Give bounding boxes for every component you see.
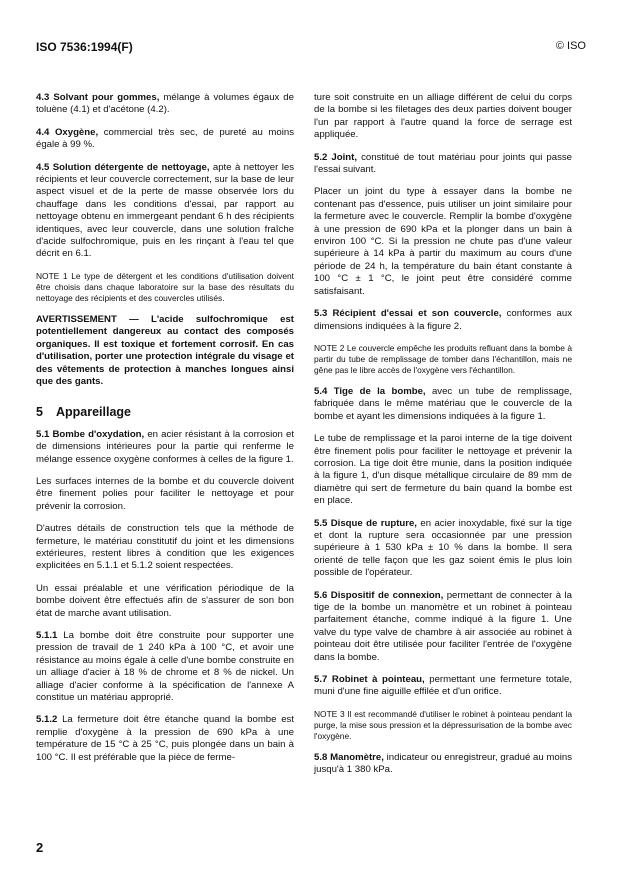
paragraph-continuation: ture soit construite en un alliage différent de celui du corps de la bombe si les filetages des deux parties doivent bouger l'un par rapport à l'autre quand la force de serrage est appliquée. (314, 92, 572, 141)
paragraph-essai: Un essai préalable et une vérification périodique de la bombe doivent être effectués afin de s'assurer de son bon état de marche avant utilisation. (36, 582, 294, 619)
clause-5-4 (314, 386, 572, 423)
clause-text: conformes aux dimensions indiquées à la figure 2. (314, 308, 573, 332)
clause-heading: Dispositif de connexion, (330, 589, 444, 601)
paragraph-tube: Le tube de remplissage et la paroi interne de la tige doivent être finement polis pour faciliter le nettoyage et prévenir la corrosion. La tige doit être munie, dans la position indiquée à la figure 1, d'un disque métallique circulaire de 89 mm de diamètre qui sert de fermeture du bain quand la bombe est en place. (314, 433, 572, 507)
warning-paragraph: AVERTISSEMENT — L'acide sulfochromique est potentiellement dangereux au contact des composés organiques. Il est toxique et fortement corrosif. En cas d'utilisation, porter une protection intégrale du visage et des vêtements de protection à manches longues ainsi que des gants. (36, 313, 294, 387)
clause-heading: Disque de rupture, (330, 517, 417, 529)
clause-heading: Solvant pour gommes, (53, 92, 160, 103)
standard-reference: ISO 7536:1994(F) (36, 40, 133, 54)
clause-number: 5.4 (314, 385, 328, 397)
section-5-title (36, 406, 294, 418)
clause-heading: Solution détergente de nettoyage, (52, 161, 210, 173)
clause-text: apte à nettoyer les récipients et leur couvercle correctement, sur la base de leur aspect visuel et de la perte de masse observée lors du chauffage dans les conditions d'essai, par rapport au nettoyage obtenu en immergeant pendant 6 h des récipients identiques, avec leur couvercle, dans une solution fraîche d'acide sulfochromique, puis en les rinçant à l'eau tel que décrit en 6.1. (36, 161, 294, 260)
page-number: 2 (36, 840, 44, 855)
clause-number: 5.8 (314, 751, 328, 763)
clause-text: en acier résistant à la corrosion et de dimensions intérieures pour la partie qui renferme le mélange essence oxygène conformes à celles de la figure 1. (36, 428, 295, 465)
clause-heading: Oxygène, (54, 126, 99, 138)
clause-heading: Récipient d'essai et son couvercle, (332, 308, 502, 320)
clause-number: 5.3 (314, 308, 328, 320)
section-heading: Appareillage (55, 405, 131, 420)
clause-heading: Tige de la bombe, (333, 385, 426, 397)
clause-heading: Manomètre, (330, 751, 384, 763)
clause-number: 4.4 (36, 126, 50, 138)
right-column (314, 92, 572, 787)
clause-text: constitué de tout matériau pour joints qui passe l'essai suivant. (314, 151, 572, 176)
clause-5-1 (36, 429, 294, 466)
clause-4-4 (36, 127, 294, 152)
clause-heading: Joint, (331, 151, 358, 163)
clause-text: La bombe doit être construite pour supporter une pression de travail de 1 240 kPa à 100 °C, et avoir une résistance au moins égale à celle d'une bombe construite en un alliage d'acier à 18 % de chrome et 8 % de nickel. Un alliage d'acier conforme à la spécification de l'annexe A constitue un matériau approprié. (36, 630, 294, 704)
clause-text: mélange à volumes égaux de toluène (4.1) et d'acétone (4.2). (36, 92, 294, 116)
clause-number: 4.3 (36, 92, 50, 103)
clause-text: en acier inoxydable, fixé sur la tige et dont la rupture sera occasionnée par une pression supérieure à 1 530 kPa ± 10 % dans la bombe. Il sera orienté de telle façon que les gaz soient émis le plus loin possible de l'opérateur. (314, 517, 572, 579)
clause-number: 5.1.1 (36, 630, 58, 641)
clause-number: 5.1.2 (36, 714, 58, 726)
clause-text: indicateur ou enregistreur, gradué au moins jusqu'à 1 380 kPa. (314, 751, 573, 776)
paragraph-details: D'autres détails de construction tels que la méthode de fermeture, le matériau constitutif du joint et les dimensions extérieures, restent libres à condition que les exigences explicitées en 5.1.1 et 5.1.2 soient respectées. (36, 523, 294, 572)
clause-number: 5.6 (314, 589, 328, 601)
paragraph-surfaces: Les surfaces internes de la bombe et du couvercle doivent être finement polies pour faciliter le nettoyage et pour prévenir la corrosion. (36, 475, 294, 512)
clause-5-3 (314, 308, 572, 333)
clause-5-1-2 (36, 714, 294, 764)
clause-5-7 (314, 674, 572, 699)
note-3: NOTE 3 Il est recommandé d'utiliser le robinet à pointeau pendant la purge, la mise sous pression et la dépressurisation de la bombe avec l'oxygène. (314, 708, 572, 741)
clause-text: commercial très sec, de pureté au moins égale à 99 %. (36, 126, 294, 151)
clause-5-5 (314, 518, 572, 580)
clause-number: 4.5 (36, 161, 50, 173)
clause-text: permettant de connecter à la tige de la bombe un manomètre et un robinet à pointeau parfaitement étanche, comme indiqué à la figure 1. Une valve du type valve de chambre à air associée au robinet à pointeau doit être utilisée pour faciliter l'entrée de l'oxygène dans la bombe. (314, 589, 572, 663)
clause-5-1-1 (36, 630, 294, 704)
note-2: NOTE 2 Le couvercle empêche les produits refluant dans la bombe à partir du tube de remplissage de tomber dans l'échantillon, mais ne gêne pas le libre accès de l'oxygène vers l'échantillon. (314, 342, 572, 375)
clause-4-3 (36, 92, 294, 117)
clause-number: 5.5 (314, 517, 328, 529)
clause-number: 5.1 (36, 428, 50, 440)
clause-text: permettant une fermeture totale, muni d'une fine aiguille effilée et d'un orifice. (314, 674, 572, 698)
clause-number: 5.2 (314, 151, 328, 163)
clause-5-2 (314, 152, 572, 177)
clause-text: La fermeture doit être étanche quand la bombe est remplie d'oxygène à la pression de 690 kPa à une température de 15 °C à 25 °C, puis plongée dans un bain à 100 °C. Il est préférable que la pièce de ferme- (36, 714, 295, 763)
note-1: NOTE 1 Le type de détergent et les conditions d'utilisation doivent être choisis dans chaque laboratoire sur la base des résultats du nettoyage des récipients et des couvercles utilisés. (36, 270, 294, 303)
clause-text: avec un tube de remplissage, fabriquée dans le même matériau que le couvercle de la bombe et ayant les dimensions indiquées à la figure 1. (314, 385, 573, 422)
section-number: 5 (36, 405, 43, 420)
clause-4-5 (36, 162, 294, 261)
clause-heading: Bombe d'oxydation, (52, 428, 145, 440)
paragraph-joint-test: Placer un joint du type à essayer dans la bombe ne contenant pas d'essence, puis utiliser un joint similaire pour la fermeture avec le couvercle. Remplir la bombe d'oxygène à une pression de 690 kPa et la plonger dans un bain à environ 100 °C. Si la pression ne chute pas d'une valeur supérieure à 14 kPa à partir du maximum au cours d'une période de 24 h, la température du bain étant constante à 100 °C ± 1 °C, le joint peut être considéré comme satisfaisant. (314, 186, 572, 297)
clause-number: 5.7 (314, 674, 328, 686)
clause-heading: Robinet à pointeau, (331, 674, 425, 686)
clause-5-6 (314, 590, 572, 664)
copyright-mark: © ISO (555, 40, 586, 52)
left-column (36, 92, 294, 774)
clause-5-8 (314, 752, 572, 777)
